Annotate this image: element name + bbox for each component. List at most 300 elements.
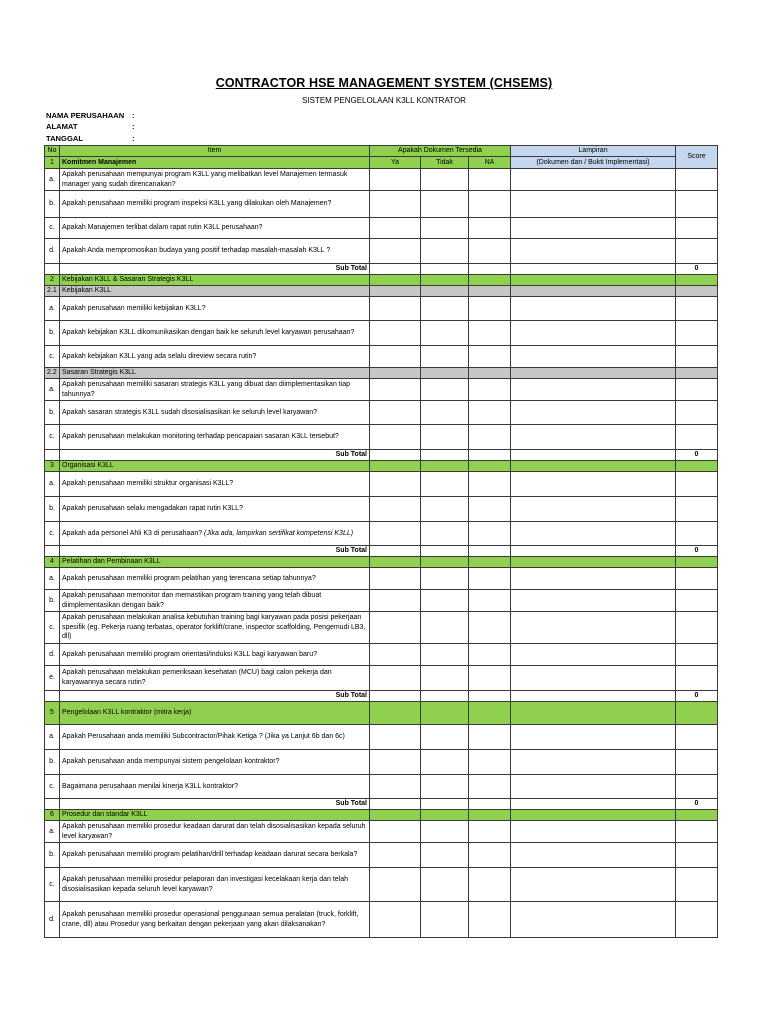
cell-no (45, 450, 60, 461)
cell-na[interactable] (469, 725, 511, 750)
item-row (45, 239, 718, 264)
cell-na[interactable] (469, 902, 511, 938)
cell-ya[interactable] (370, 401, 421, 425)
cell-tidak[interactable] (421, 843, 469, 868)
cell-na[interactable] (469, 868, 511, 902)
cell-score[interactable] (676, 590, 718, 612)
cell-na[interactable] (469, 321, 511, 346)
cell-tidak[interactable] (421, 644, 469, 666)
item-question-text: Apakah perusahaan memonitor dan memastikan program training yang telah dibuat diimplementasikan dengan baik? (62, 591, 322, 609)
section-title: Pelatihan dan Pembinaan K3LL (60, 557, 370, 568)
field-alamat (46, 121, 135, 132)
item-question (60, 590, 370, 612)
section-row (45, 557, 718, 568)
item-letter: e. (45, 666, 60, 691)
cell-lampiran[interactable] (511, 169, 676, 191)
cell-na[interactable] (469, 821, 511, 843)
col-header-no: No (45, 146, 60, 157)
item-row (45, 321, 718, 346)
cell-lampiran[interactable] (511, 346, 676, 368)
cell-na[interactable] (469, 379, 511, 401)
cell-tidak[interactable] (421, 472, 469, 497)
col-header-item: Item (60, 146, 370, 157)
cell-tidak[interactable] (421, 902, 469, 938)
cell-lampiran[interactable] (511, 522, 676, 546)
cell-lampiran[interactable] (511, 775, 676, 799)
cell-ya[interactable] (370, 612, 421, 644)
cell-tidak[interactable] (421, 346, 469, 368)
item-row (45, 612, 718, 644)
cell-lampiran[interactable] (511, 425, 676, 450)
cell-na (469, 546, 511, 557)
cell-ya (370, 691, 421, 702)
item-letter: b. (45, 750, 60, 775)
item-question (60, 843, 370, 868)
item-question-text: Apakah perusahaan mempunyai program K3LL yang melibatkan level Manajemen termasuk manager yang sudah direncanakan? (62, 170, 348, 188)
subtotal-label: Sub Total (60, 691, 370, 702)
cell-lampiran[interactable] (511, 297, 676, 321)
cell-lampiran[interactable] (511, 902, 676, 938)
cell-lampiran[interactable] (511, 401, 676, 425)
subsection-title: Kebijakan K3LL (60, 286, 370, 297)
cell-tidak[interactable] (421, 297, 469, 321)
cell-na[interactable] (469, 666, 511, 691)
item-question (60, 379, 370, 401)
section-row (45, 275, 718, 286)
cell-tidak (421, 691, 469, 702)
item-letter: b. (45, 497, 60, 522)
cell-na[interactable] (469, 843, 511, 868)
cell-tidak[interactable] (421, 191, 469, 218)
cell-lampiran (511, 275, 676, 286)
header-row-2 (45, 157, 718, 169)
col-header-ya: Ya (370, 157, 421, 169)
cell-na[interactable] (469, 775, 511, 799)
cell-lampiran (511, 286, 676, 297)
field-colon: : (132, 133, 135, 143)
cell-lampiran[interactable] (511, 218, 676, 239)
cell-tidak[interactable] (421, 590, 469, 612)
cell-lampiran[interactable] (511, 644, 676, 666)
cell-lampiran[interactable] (511, 239, 676, 264)
subtotal-label: Sub Total (60, 546, 370, 557)
cell-lampiran[interactable] (511, 191, 676, 218)
item-letter: d. (45, 644, 60, 666)
item-letter: b. (45, 843, 60, 868)
field-nama-perusahaan (46, 110, 135, 121)
cell-ya[interactable] (370, 868, 421, 902)
cell-tidak[interactable] (421, 169, 469, 191)
cell-ya[interactable] (370, 590, 421, 612)
item-question (60, 522, 370, 546)
subsection-row (45, 286, 718, 297)
item-row (45, 568, 718, 590)
subtotal-row (45, 450, 718, 461)
cell-tidak[interactable] (421, 425, 469, 450)
cell-ya[interactable] (370, 843, 421, 868)
cell-na[interactable] (469, 169, 511, 191)
cell-ya[interactable] (370, 775, 421, 799)
item-row (45, 169, 718, 191)
cell-score (676, 810, 718, 821)
cell-score[interactable] (676, 401, 718, 425)
cell-score[interactable] (676, 843, 718, 868)
item-row (45, 843, 718, 868)
cell-ya[interactable] (370, 750, 421, 775)
item-row (45, 775, 718, 799)
cell-ya[interactable] (370, 522, 421, 546)
cell-tidak[interactable] (421, 239, 469, 264)
cell-score[interactable] (676, 191, 718, 218)
item-question-text: Apakah perusahaan memiliki sasaran strategis K3LL yang dibuat dan diimplementasikan tiap tahunnya? (62, 380, 351, 398)
field-label: ALAMAT (46, 122, 78, 132)
cell-tidak (421, 799, 469, 810)
cell-lampiran[interactable] (511, 497, 676, 522)
item-question-text: Bagaimana perusahaan menilai kinerja K3LL kontraktor? (62, 782, 239, 790)
cell-ya[interactable] (370, 297, 421, 321)
cell-score (676, 368, 718, 379)
cell-score[interactable] (676, 725, 718, 750)
item-letter: a. (45, 472, 60, 497)
cell-na (469, 810, 511, 821)
subtotal-score: 0 (676, 264, 718, 275)
cell-na[interactable] (469, 218, 511, 239)
section-number: 3 (45, 461, 60, 472)
cell-score[interactable] (676, 379, 718, 401)
cell-lampiran (511, 368, 676, 379)
cell-ya[interactable] (370, 644, 421, 666)
cell-tidak[interactable] (421, 725, 469, 750)
cell-na[interactable] (469, 644, 511, 666)
cell-tidak[interactable] (421, 666, 469, 691)
cell-lampiran[interactable] (511, 750, 676, 775)
item-letter: b. (45, 191, 60, 218)
cell-na[interactable] (469, 297, 511, 321)
cell-na[interactable] (469, 346, 511, 368)
item-row (45, 590, 718, 612)
cell-na (469, 702, 511, 725)
item-question-text: Apakah perusahaan memiliki program pelatihan yang terencana setiap tahunnya? (62, 574, 316, 582)
cell-tidak[interactable] (421, 321, 469, 346)
cell-na (469, 264, 511, 275)
subsection-number: 2.2 (45, 368, 60, 379)
cell-score[interactable] (676, 612, 718, 644)
item-question-text: Apakah perusahaan memiliki prosedur operasional penggunaan semua peralatan (truck, forklift, crane, dll) atau Prosedur yang berkaitan dengan pekerjaan yang akan dilaksanakan? (62, 910, 359, 928)
cell-ya[interactable] (370, 902, 421, 938)
item-letter: d. (45, 239, 60, 264)
cell-score (676, 461, 718, 472)
item-letter: c. (45, 425, 60, 450)
col-header-score: Score (676, 146, 718, 169)
cell-lampiran[interactable] (511, 612, 676, 644)
subtotal-label: Sub Total (60, 799, 370, 810)
cell-score[interactable] (676, 425, 718, 450)
col-header-lampiran: Lampiran (511, 146, 676, 157)
cell-no (45, 264, 60, 275)
cell-lampiran[interactable] (511, 379, 676, 401)
cell-lampiran (511, 450, 676, 461)
cell-tidak (421, 368, 469, 379)
subtotal-score: 0 (676, 691, 718, 702)
cell-score[interactable] (676, 750, 718, 775)
section-number: 4 (45, 557, 60, 568)
cell-lampiran[interactable] (511, 843, 676, 868)
section-title: Prosedur dan standar K3LL (60, 810, 370, 821)
cell-no (45, 546, 60, 557)
item-question (60, 497, 370, 522)
cell-score[interactable] (676, 321, 718, 346)
cell-na[interactable] (469, 590, 511, 612)
checklist-table (44, 145, 718, 938)
item-question-text: Apakah perusahaan memiliki prosedur pelaporan dan investigasi kecelakaan kerja dan telah disosialisasikan kepada seluruh level karyawan? (62, 875, 349, 893)
item-question (60, 425, 370, 450)
col-header-lampiran-sub: (Dokumen dan / Bukti Implementasi) (511, 157, 676, 169)
item-row (45, 902, 718, 938)
cell-score[interactable] (676, 218, 718, 239)
item-question (60, 725, 370, 750)
item-question-text: Apakah sasaran strategis K3LL sudah disosialisasikan ke seluruh level karyawan? (62, 408, 317, 416)
cell-score[interactable] (676, 239, 718, 264)
cell-score (676, 286, 718, 297)
cell-ya[interactable] (370, 497, 421, 522)
cell-lampiran (511, 264, 676, 275)
cell-na[interactable] (469, 497, 511, 522)
cell-ya (370, 275, 421, 286)
field-colon: : (132, 122, 135, 132)
item-question-text: Apakah perusahaan melakukan monitoring terhadap pencapaian sasaran K3LL tersebut? (62, 433, 339, 441)
cell-tidak (421, 286, 469, 297)
cell-ya (370, 799, 421, 810)
cell-lampiran[interactable] (511, 821, 676, 843)
item-question-text: Apakah ada personel Ahli K3 di perusahaan? (62, 529, 203, 537)
cell-ya (370, 546, 421, 557)
header-row (45, 146, 718, 157)
cell-na (469, 275, 511, 286)
cell-score[interactable] (676, 297, 718, 321)
cell-tidak[interactable] (421, 868, 469, 902)
cell-ya[interactable] (370, 379, 421, 401)
item-row (45, 472, 718, 497)
cell-na (469, 461, 511, 472)
page-subtitle: SISTEM PENGELOLAAN K3LL KONTRATOR (302, 96, 466, 105)
item-letter: a. (45, 821, 60, 843)
subtotal-row (45, 264, 718, 275)
item-row (45, 750, 718, 775)
item-row (45, 346, 718, 368)
item-row (45, 522, 718, 546)
cell-tidak (421, 546, 469, 557)
item-row (45, 218, 718, 239)
item-letter: c. (45, 612, 60, 644)
cell-score[interactable] (676, 346, 718, 368)
subtotal-row (45, 799, 718, 810)
cell-score[interactable] (676, 868, 718, 902)
item-question (60, 218, 370, 239)
cell-ya[interactable] (370, 218, 421, 239)
cell-ya[interactable] (370, 425, 421, 450)
section-number: 5 (45, 702, 60, 725)
cell-tidak[interactable] (421, 522, 469, 546)
cell-lampiran (511, 461, 676, 472)
section-row (45, 702, 718, 725)
cell-tidak[interactable] (421, 568, 469, 590)
item-question-text: Apakah Anda mempromosikan budaya yang positif terhadap masalah-masalah K3LL ? (62, 247, 331, 255)
cell-tidak (421, 557, 469, 568)
cell-lampiran (511, 702, 676, 725)
subtotal-score: 0 (676, 799, 718, 810)
cell-tidak[interactable] (421, 218, 469, 239)
cell-lampiran (511, 799, 676, 810)
item-letter: c. (45, 522, 60, 546)
cell-na[interactable] (469, 191, 511, 218)
item-question-text: Apakah perusahaan memiliki program inspeksi K3LL yang dilakukan oleh Manajemen? (62, 200, 332, 208)
cell-lampiran[interactable] (511, 472, 676, 497)
item-question-text: Apakah perusahaan memiliki program orientasi/induksi K3LL bagi karyawan baru? (62, 650, 317, 658)
cell-ya[interactable] (370, 472, 421, 497)
cell-score[interactable] (676, 522, 718, 546)
cell-ya[interactable] (370, 666, 421, 691)
item-question (60, 472, 370, 497)
cell-score[interactable] (676, 568, 718, 590)
item-question (60, 666, 370, 691)
section-title: Kebijakan K3LL & Sasaran Strategis K3LL (60, 275, 370, 286)
item-letter: b. (45, 321, 60, 346)
field-label: NAMA PERUSAHAAN (46, 111, 125, 120)
cell-ya[interactable] (370, 568, 421, 590)
item-letter: a. (45, 568, 60, 590)
cell-na[interactable] (469, 472, 511, 497)
cell-ya (370, 702, 421, 725)
item-row (45, 191, 718, 218)
cell-na[interactable] (469, 401, 511, 425)
section-title: Komitmen Manajemen (60, 157, 370, 169)
cell-score[interactable] (676, 902, 718, 938)
cell-na[interactable] (469, 239, 511, 264)
item-question (60, 612, 370, 644)
section-number: 2 (45, 275, 60, 286)
item-question (60, 644, 370, 666)
cell-ya (370, 368, 421, 379)
section-title: Pengelolaan K3LL kontraktor (mitra kerja) (60, 702, 370, 725)
cell-ya[interactable] (370, 321, 421, 346)
cell-score[interactable] (676, 821, 718, 843)
item-row (45, 497, 718, 522)
subsection-title: Sasaran Strategis K3LL (60, 368, 370, 379)
cell-tidak (421, 264, 469, 275)
item-row (45, 821, 718, 843)
item-question-text: Apakah kebijakan K3LL yang ada selalu direview secara rutin? (62, 352, 257, 360)
item-question (60, 239, 370, 264)
subsection-number: 2.1 (45, 286, 60, 297)
cell-na[interactable] (469, 522, 511, 546)
cell-ya (370, 461, 421, 472)
cell-score[interactable] (676, 644, 718, 666)
field-tanggal (46, 133, 135, 144)
cell-score[interactable] (676, 497, 718, 522)
cell-lampiran[interactable] (511, 321, 676, 346)
item-letter: c. (45, 775, 60, 799)
item-question (60, 775, 370, 799)
cell-tidak[interactable] (421, 612, 469, 644)
cell-lampiran[interactable] (511, 590, 676, 612)
item-letter: a. (45, 297, 60, 321)
item-question (60, 821, 370, 843)
section-title: Organisasi K3LL (60, 461, 370, 472)
item-letter: a. (45, 169, 60, 191)
item-question-text: Apakah perusahaan anda mempunyai sistem pengelolaan kontraktor? (62, 758, 280, 766)
cell-tidak (421, 461, 469, 472)
item-row (45, 666, 718, 691)
item-letter: b. (45, 401, 60, 425)
item-question (60, 297, 370, 321)
subtotal-label: Sub Total (60, 264, 370, 275)
col-header-apakah: Apakah Dokumen Tersedia (370, 146, 511, 157)
cell-na[interactable] (469, 425, 511, 450)
item-letter: a. (45, 725, 60, 750)
cell-ya[interactable] (370, 239, 421, 264)
cell-na (469, 368, 511, 379)
item-row (45, 401, 718, 425)
cell-ya (370, 557, 421, 568)
cell-na[interactable] (469, 568, 511, 590)
item-question (60, 169, 370, 191)
cell-na (469, 557, 511, 568)
cell-ya[interactable] (370, 346, 421, 368)
col-header-na: NA (469, 157, 511, 169)
cell-na (469, 286, 511, 297)
item-row (45, 297, 718, 321)
cell-tidak[interactable] (421, 379, 469, 401)
item-question-text: Apakah perusahaan memiliki prosedur keadaan darurat dan telah disosialisasikan kepada seluruh level karyawan? (62, 822, 366, 840)
cell-tidak[interactable] (421, 401, 469, 425)
cell-score[interactable] (676, 775, 718, 799)
cell-na[interactable] (469, 612, 511, 644)
item-row (45, 868, 718, 902)
cell-ya (370, 264, 421, 275)
cell-lampiran[interactable] (511, 666, 676, 691)
item-question-text: Apakah Perusahaan anda memiliki Subcontractor/Pihak Ketiga ? (Jika ya Lanjut 6b dan 6c) (62, 733, 345, 741)
item-question (60, 750, 370, 775)
cell-tidak[interactable] (421, 775, 469, 799)
cell-lampiran (511, 691, 676, 702)
cell-lampiran[interactable] (511, 568, 676, 590)
cell-no (45, 691, 60, 702)
cell-tidak[interactable] (421, 821, 469, 843)
cell-lampiran (511, 557, 676, 568)
page-title: CONTRACTOR HSE MANAGEMENT SYSTEM (CHSEMS) (215, 76, 553, 90)
cell-score[interactable] (676, 666, 718, 691)
cell-score[interactable] (676, 472, 718, 497)
item-question (60, 401, 370, 425)
company-info (46, 110, 135, 144)
item-question (60, 568, 370, 590)
cell-ya[interactable] (370, 169, 421, 191)
field-label: TANGGAL (46, 133, 83, 143)
cell-score[interactable] (676, 169, 718, 191)
cell-na[interactable] (469, 750, 511, 775)
cell-ya[interactable] (370, 725, 421, 750)
item-letter: c. (45, 868, 60, 902)
item-letter: c. (45, 218, 60, 239)
col-header-tidak: Tidak (421, 157, 469, 169)
cell-ya[interactable] (370, 191, 421, 218)
cell-tidak[interactable] (421, 750, 469, 775)
cell-lampiran[interactable] (511, 725, 676, 750)
cell-lampiran[interactable] (511, 868, 676, 902)
cell-ya (370, 450, 421, 461)
cell-ya[interactable] (370, 821, 421, 843)
cell-tidak[interactable] (421, 497, 469, 522)
